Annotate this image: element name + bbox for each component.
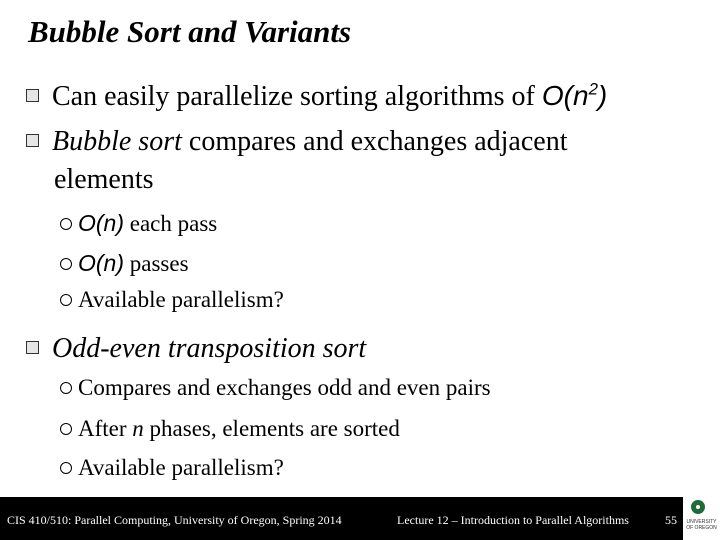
logo-text: UNIVERSITY OF OREGON	[686, 519, 717, 531]
sub-bullet-passes: O(n) passes	[60, 249, 189, 278]
circle-bullet-icon	[60, 294, 72, 306]
sub-bullet-after-n-phases: After n phases, elements are sorted	[60, 415, 400, 443]
sub-bullet-parallelism-1: Available parallelism?	[60, 286, 284, 314]
circle-bullet-icon	[60, 382, 72, 394]
bullet-bubble-sort-continuation: elements	[54, 164, 154, 195]
bullet-odd-even: Odd-even transposition sort	[26, 333, 366, 365]
big-o-notation: $O(n^2)$	[541, 79, 608, 111]
circle-bullet-icon	[60, 462, 72, 474]
square-bullet-icon	[26, 341, 39, 354]
sub-bullet-compares: Compares and exchanges odd and even pairs	[60, 374, 491, 402]
bullet-bubble-sort	[26, 126, 567, 158]
circle-bullet-icon	[60, 423, 72, 435]
oregon-o-icon	[691, 500, 705, 514]
slide-title: Bubble Sort and Variants	[28, 14, 352, 49]
page-number: 55	[665, 513, 677, 527]
footer-course: CIS 410/510: Parallel Computing, University of Oregon, Spring 2014	[7, 513, 342, 527]
university-logo	[683, 497, 720, 540]
square-bullet-icon	[26, 89, 39, 102]
circle-bullet-icon	[60, 258, 72, 270]
footer-lecture: Lecture 12 – Introduction to Parallel Algorithms	[397, 513, 629, 527]
bullet-text: Can easily parallelize sorting algorithms of	[52, 81, 542, 112]
square-bullet-icon	[26, 134, 39, 147]
bubble-sort-term: Bubble sort	[52, 126, 182, 157]
bullet-text: compares and exchanges adjacent	[181, 126, 568, 157]
footer-bar	[0, 497, 683, 540]
circle-bullet-icon	[60, 218, 72, 230]
sub-bullet-parallelism-2: Available parallelism?	[60, 454, 284, 482]
sub-bullet-each-pass: O(n) each pass	[60, 209, 217, 238]
bullet-parallelize	[26, 80, 607, 113]
